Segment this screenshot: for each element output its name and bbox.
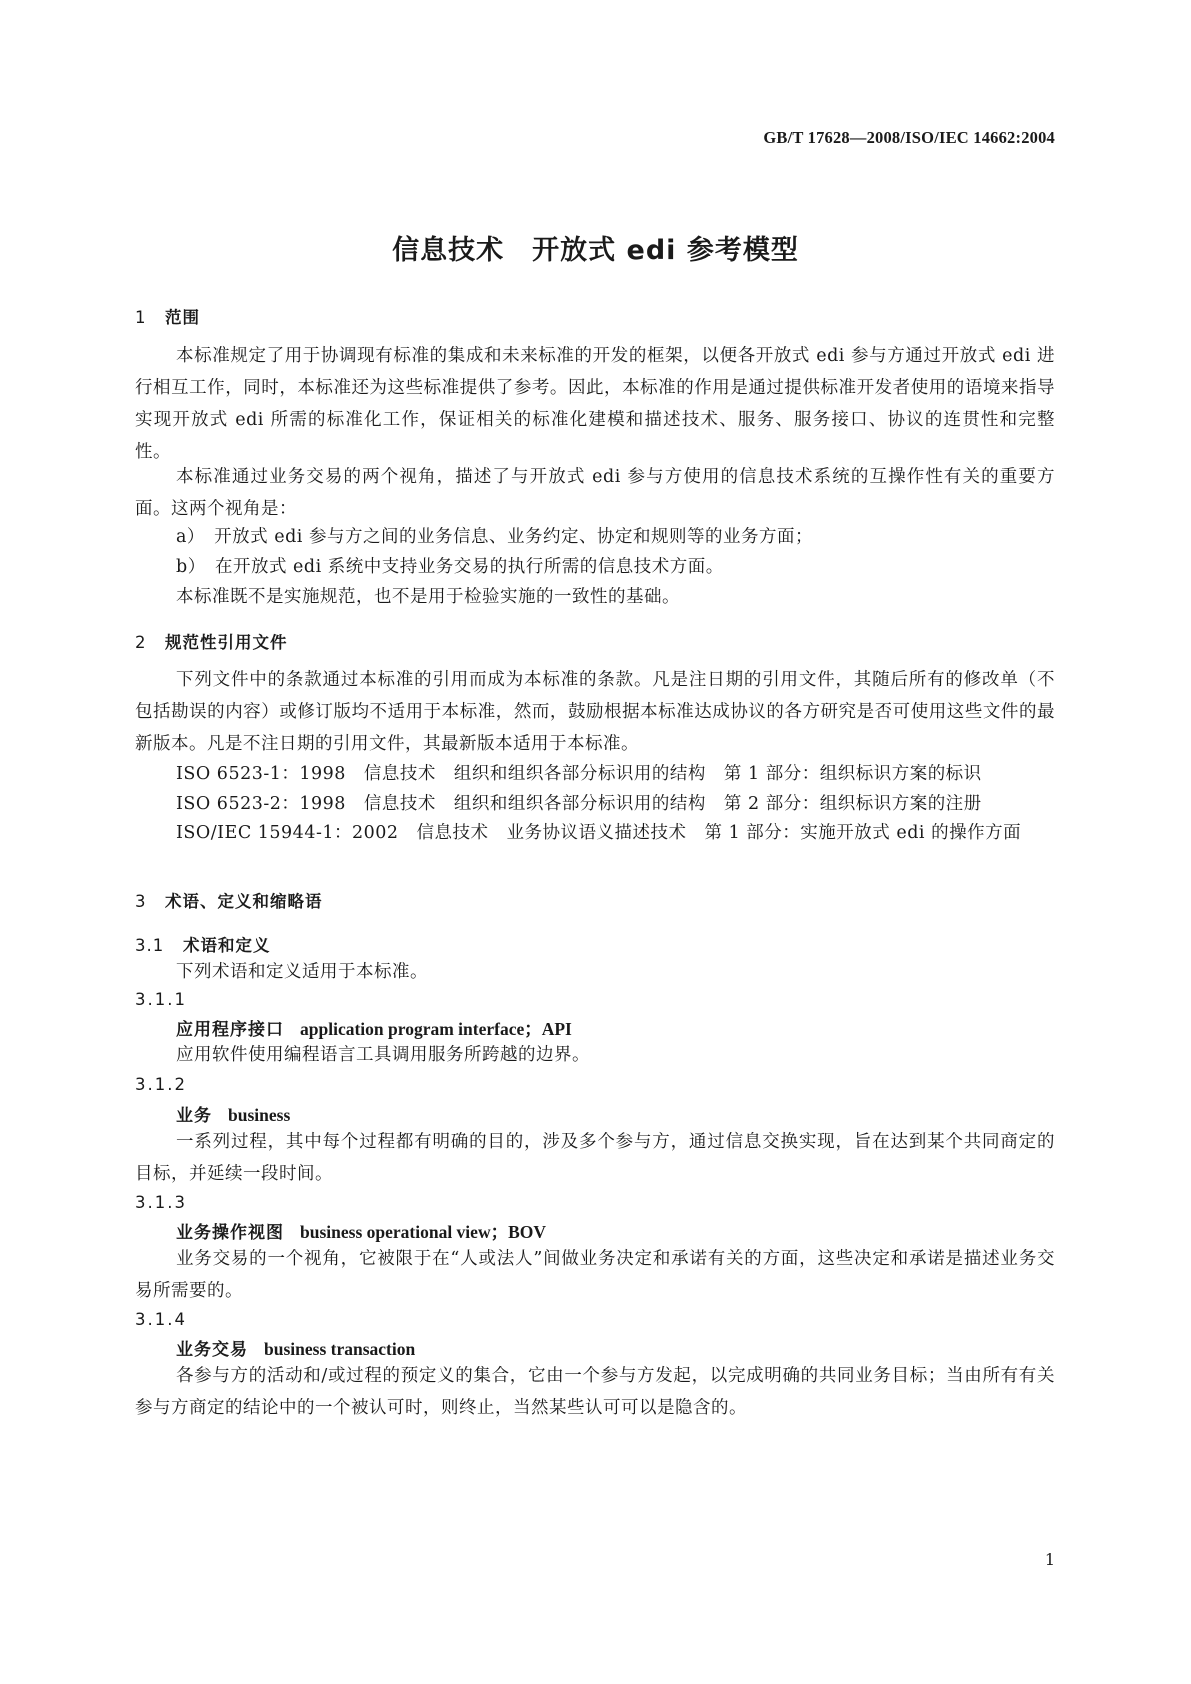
term-heading <box>176 1015 572 1041</box>
term-english: business operational view；BOV <box>300 1222 546 1242</box>
scope-paragraph-2: 本标准通过业务交易的两个视角，描述了与开放式 edi 参与方使用的信息技术系统的互操作性有关的重要方面。这两个视角是： <box>135 467 1055 519</box>
term-chinese: 应用程序接口 <box>176 1020 284 1040</box>
term-english: business transaction <box>264 1339 416 1359</box>
term-number: 3.1.4 <box>135 1310 187 1329</box>
reference-item: ISO/IEC 15944-1：2002 信息技术 业务协议语义描述技术 第 1 部分：实施开放式 edi 的操作方面 <box>176 823 1022 843</box>
section-number: 2 <box>135 633 147 652</box>
list-item-a: a） 开放式 edi 参与方之间的业务信息、业务约定、协定和规则等的业务方面； <box>176 527 813 547</box>
term-heading <box>176 1101 290 1126</box>
term-english: application program interface；API <box>300 1019 572 1039</box>
term-definition: 应用软件使用编程语言工具调用服务所跨越的边界。 <box>176 1045 590 1065</box>
term-definition: 一系列过程，其中每个过程都有明确的目的，涉及多个参与方，通过信息交换实现，旨在达到某个共同商定的目标，并延续一段时间。 <box>135 1132 1055 1184</box>
list-item-b: b） 在开放式 edi 系统中支持业务交易的执行所需的信息技术方面。 <box>176 557 724 577</box>
term-definition: 业务交易的一个视角，它被限于在“人或法人”间做业务决定和承诺有关的方面，这些决定和承诺是描述业务交易所需要的。 <box>135 1249 1055 1301</box>
section-3-heading <box>135 888 323 912</box>
terms-intro: 下列术语和定义适用于本标准。 <box>176 962 428 982</box>
term-chinese: 业务 <box>176 1106 212 1126</box>
section-number: 3 <box>135 892 147 911</box>
reference-item: ISO 6523-2：1998 信息技术 组织和组织各部分标识用的结构 第 2 部分：组织标识方案的注册 <box>176 794 982 814</box>
section-title: 范围 <box>165 308 200 327</box>
subsection-number: 3.1 <box>135 936 165 955</box>
term-english: business <box>228 1105 291 1125</box>
section-1-heading <box>135 304 200 328</box>
section-title: 规范性引用文件 <box>165 633 288 652</box>
term-chinese: 业务操作视图 <box>176 1223 284 1243</box>
term-heading <box>176 1218 546 1244</box>
term-chinese: 业务交易 <box>176 1340 248 1360</box>
scope-paragraph-3: 本标准既不是实施规范，也不是用于检验实施的一致性的基础。 <box>176 587 680 607</box>
term-number: 3.1.1 <box>135 990 187 1009</box>
term-number: 3.1.3 <box>135 1193 187 1212</box>
subsection-3-1-heading <box>135 932 271 956</box>
term-definition: 各参与方的活动和/或过程的预定义的集合，它由一个参与方发起，以完成明确的共同业务目标；当由所有有关参与方商定的结论中的一个被认可时，则终止，当然某些认可可以是隐含的。 <box>135 1366 1055 1418</box>
references-intro: 下列文件中的条款通过本标准的引用而成为本标准的条款。凡是注日期的引用文件，其随后所有的修改单（不包括勘误的内容）或修订版均不适用于本标准，然而，鼓励根据本标准达成协议的各方研究是否可使用这些文件的最新版本。凡是不注日期的引用文件，其最新版本适用于本标准。 <box>135 670 1055 754</box>
page-number: 1 <box>1044 1550 1055 1569</box>
page-title: 信息技术 开放式 edi 参考模型 <box>392 235 799 266</box>
reference-item: ISO 6523-1：1998 信息技术 组织和组织各部分标识用的结构 第 1 部分：组织标识方案的标识 <box>176 764 982 784</box>
scope-paragraph-1: 本标准规定了用于协调现有标准的集成和未来标准的开发的框架，以便各开放式 edi 参与方通过开放式 edi 进行相互工作，同时，本标准还为这些标准提供了参考。因此，本标准的作用是通过提供标准开发者使用的语境来指导实现开放式 edi 所需的标准化工作，保证相关的标准化建模和描述技术、服务、服务接口、协议的连贯性和完整性。 <box>135 346 1055 462</box>
term-heading <box>176 1335 415 1360</box>
standard-code-header: GB/T 17628—2008/ISO/IEC 14662:2004 <box>763 128 1055 147</box>
subsection-title: 术语和定义 <box>183 936 271 955</box>
section-2-heading <box>135 629 288 653</box>
term-number: 3.1.2 <box>135 1075 187 1094</box>
section-title: 术语、定义和缩略语 <box>165 892 323 911</box>
section-number: 1 <box>135 308 147 327</box>
